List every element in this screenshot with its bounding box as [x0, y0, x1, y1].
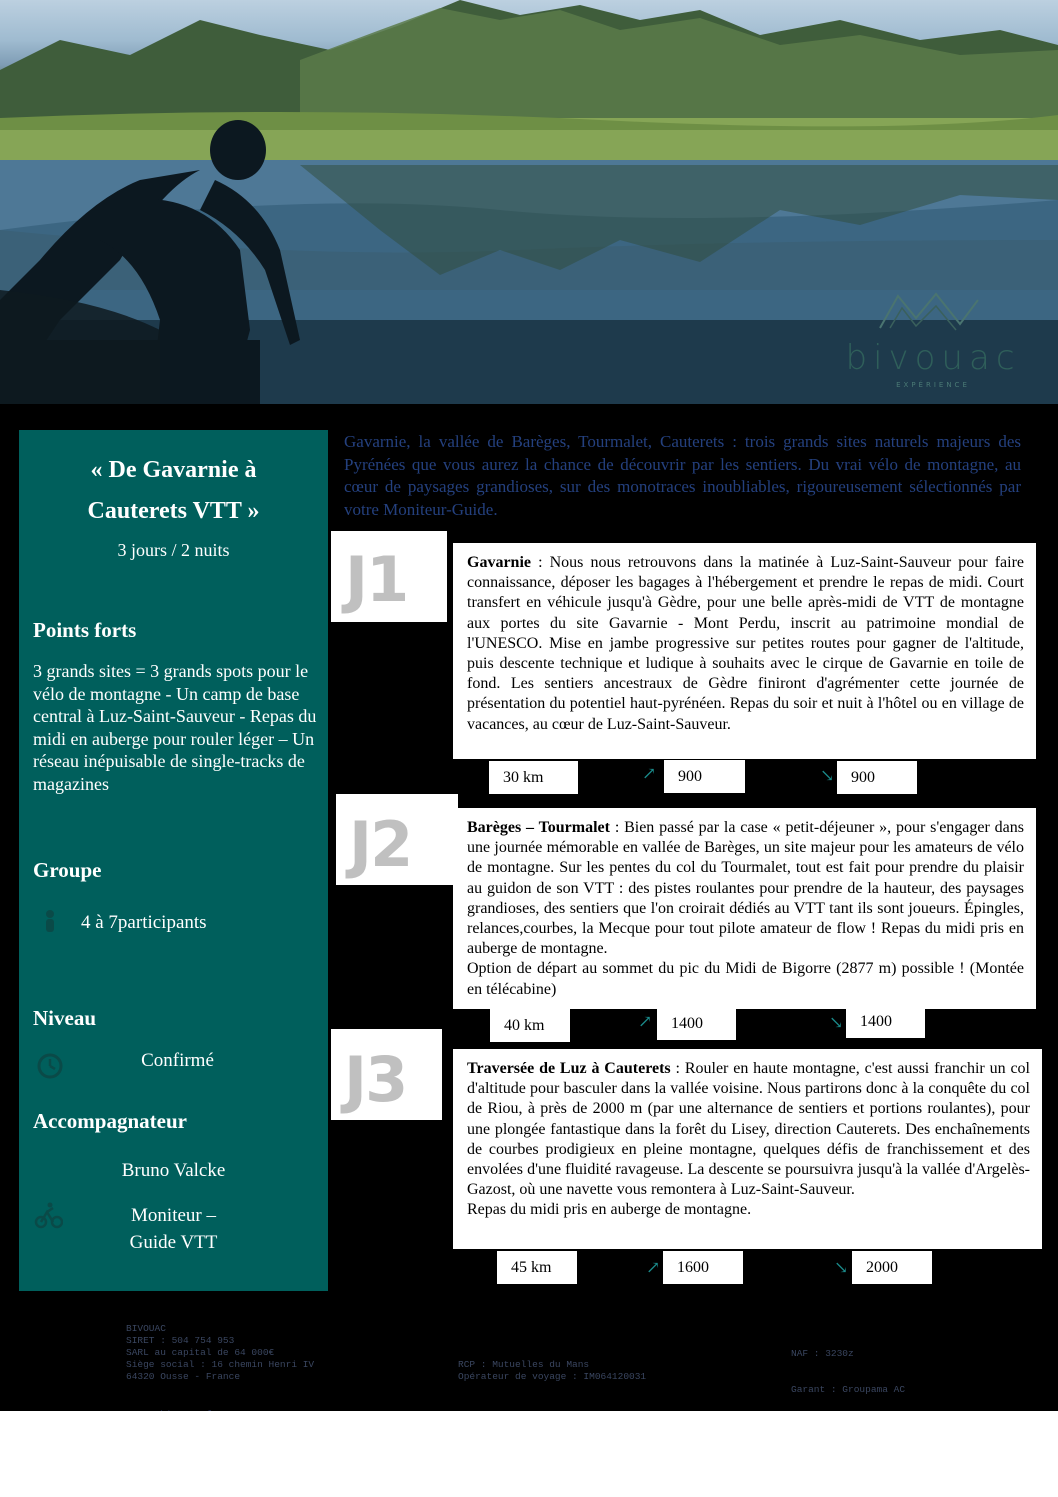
- company-info: BIVOUAC SIRET : 504 754 953 SARL au capital de 64 000€ Siège social : 16 chemin Henri IV 64320 Ousse - France: [126, 1323, 315, 1382]
- day-label: J2: [349, 808, 412, 881]
- ascent-value: 1400: [657, 1007, 736, 1040]
- day-title: Gavarnie: [467, 554, 531, 571]
- bivouac-logo: [838, 286, 1028, 396]
- trip-summary-panel: [19, 430, 328, 1291]
- guide-role-line1: Moniteur –: [131, 1205, 216, 1226]
- ascent-icon: ↗: [646, 1258, 661, 1277]
- day-label-box: [336, 794, 458, 885]
- guide-name: Bruno Valcke: [121, 1160, 226, 1181]
- day-title: Traversée de Luz à Cauterets: [467, 1060, 671, 1077]
- day-note: Repas du midi pris en auberge de montagne.: [467, 1201, 752, 1219]
- guide-role-line2: Guide VTT: [129, 1232, 218, 1253]
- logo-tagline: EXPÉRIENCE: [896, 381, 970, 389]
- descent-value: 2000: [852, 1251, 932, 1284]
- group-value: 4 à 7participants: [81, 912, 207, 933]
- hero-photo: [0, 0, 1058, 404]
- trip-title-line2: Cauterets VTT »: [87, 498, 260, 524]
- descent-icon: ↘: [834, 1258, 849, 1277]
- day-label-box: [331, 1029, 442, 1120]
- day-label: J1: [345, 543, 408, 616]
- highlights-heading: Points forts: [33, 618, 137, 642]
- day-text: : Bien passé par la case « petit-déjeuner », pour s'engager dans une journée mémorable en vallée de Barèges, un site majeur pour les amateurs de vélo de montagne. Sur les pentes du col du Tourmalet, tout est fait pour prendre du plaisir au guidon de son VTT : des pistes roulantes pour prendre de la hauteur, des paysages grandioses, des sentiers que l'on croirait dédiés au VTT tant ils sont joueurs. Épingles, relances,courbes, la Mecque pour tout pilote amateur de flow ! Repas du midi pris en auberge de montagne.: [467, 819, 1024, 958]
- page-bottom-margin: [0, 1411, 1058, 1497]
- naf-code: NAF : 3230z: [791, 1348, 854, 1359]
- distance-value: 40 km: [490, 1009, 570, 1042]
- day-label-box: [331, 531, 447, 622]
- group-heading: Groupe: [33, 858, 102, 882]
- ascent-value: 1600: [663, 1251, 743, 1284]
- group-icon: [35, 906, 65, 936]
- trip-title-line1: « De Gavarnie à: [90, 457, 257, 483]
- guide-heading: Accompagnateur: [33, 1109, 187, 1133]
- level-heading: Niveau: [33, 1006, 96, 1030]
- ascent-value: 900: [664, 760, 745, 793]
- guide-role: [19, 1202, 328, 1256]
- trip-title: [19, 450, 328, 532]
- day-text: : Nous nous retrouvons dans la matinée à Luz-Saint-Sauveur pour faire connaissance, déposer les bagages à l'hébergement et prendre le repas de midi. Court transfert en véhicule jusqu'à Gèdre, pour une belle après-midi de VTT de montagne aux portes du site Gavarnie - Mont Perdu, inscrit au patrimoine mondial de l'UNESCO. Mise en jambe progressive sur petites routes pour gagner de l'altitude, puis descente technique et ludique à souhaits avec le cirque de Gavarnie en toile de fond. Les sentiers ancestraux de Gèdre finiront d'agrémenter cette journée de présentation du potentiel haut-pyrénéen. Repas du soir et nuit à l'hôtel ou en village de vacances, au cœur de Luz-Saint-Sauveur.: [467, 554, 1024, 733]
- insurance-info: RCP : Mutuelles du Mans Opérateur de voyage : IM064120031: [458, 1359, 647, 1382]
- descent-icon: ↘: [820, 766, 835, 785]
- ascent-icon: ↗: [642, 764, 657, 783]
- day-description: [453, 808, 1036, 1009]
- level-value: Confirmé: [141, 1050, 214, 1071]
- ascent-icon: ↗: [638, 1012, 653, 1031]
- guarantor: Garant : Groupama AC: [791, 1384, 906, 1395]
- intro-paragraph: Gavarnie, la vallée de Barèges, Tourmalet, Cauterets : trois grands sites naturels majeurs des Pyrénées que vous aurez la chance de découvrir par les sentiers. Du vrai vélo de montagne, au cœur de paysages grandioses, sur des monotraces inoubliables, rigoureusement sélectionnés par votre Moniteur-Guide.: [344, 432, 1021, 519]
- day-description: [453, 1049, 1042, 1249]
- highlights-text: 3 grands sites = 3 grands spots pour le vélo de montagne - Un camp de base central à Luz-Saint-Sauveur - Repas du midi en auberge pour rouler léger – Un réseau inépuisable de single-tracks de magazines: [33, 661, 317, 794]
- day-option: Option de départ au sommet du pic du Midi de Bigorre (2877 m) possible ! (Montée en télécabine): [467, 960, 1024, 998]
- day-text: : Rouler en haute montagne, c'est aussi franchir un col d'altitude pour basculer dans la vallée voisine. Nous partirons donc à la conquête du col de Riou, à près de 2000 m (par une alternance de sentiers et portions roulantes), pour une plongée fantastique dans la forêt du Lisey, direction Cauterets. Des enchaînements de courbes prodigieux en pleine montagne, quelques défis de franchissement et des envolées d'une fluidité ravageuse. La descente se poursuivra jusqu'à la vallée d'Argelès-Gazost, où une navette vous remontera à Luz-Saint-Sauveur.: [467, 1060, 1030, 1199]
- distance-value: 45 km: [497, 1251, 577, 1284]
- descent-value: 1400: [846, 1005, 925, 1038]
- logo-wordmark: bivouac: [845, 338, 1021, 378]
- descent-value: 900: [837, 761, 917, 794]
- descent-icon: ↘: [829, 1013, 844, 1032]
- day-title: Barèges – Tourmalet: [467, 819, 610, 836]
- trip-duration: 3 jours / 2 nuits: [117, 540, 230, 560]
- distance-value: 30 km: [489, 761, 578, 794]
- day-description: [453, 543, 1036, 759]
- logo-mark-icon: [838, 286, 1028, 341]
- day-label: J3: [344, 1043, 407, 1116]
